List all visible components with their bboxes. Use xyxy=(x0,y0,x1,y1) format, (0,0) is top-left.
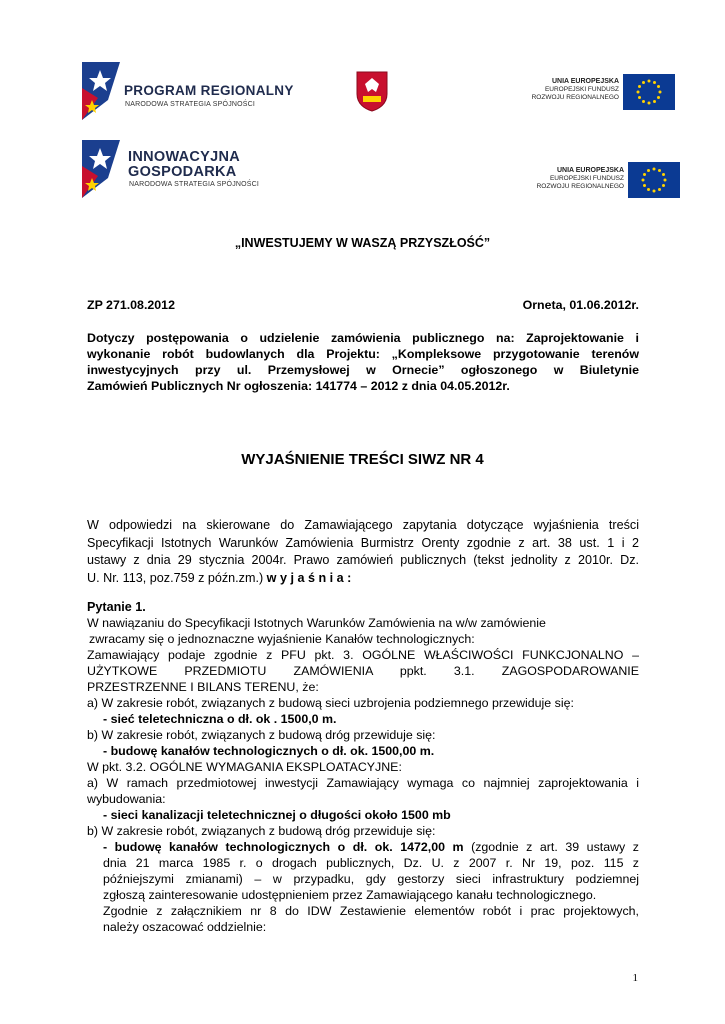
reference-number: ZP 271.08.2012 xyxy=(87,298,175,312)
subject-line: Dotyczy postępowania o udzielenie zamówienia publicznego na: Zaprojektowanie i xyxy=(87,331,639,345)
subject-line: wykonanie robót budowlanych dla Projektu: „Kompleksowe przygotowanie terenów xyxy=(87,347,639,361)
question-line: należy oszacować oddzielnie: xyxy=(103,920,267,934)
eu2-line3: ROZWOJU REGIONALNEGO xyxy=(536,183,624,190)
program-regionalny-logo xyxy=(78,60,308,122)
star-flag-logo-icon xyxy=(78,60,122,122)
place-date: Orneta, 01.06.2012r. xyxy=(522,298,639,312)
question-line: b) W zakresie robót, związanych z budową dróg przewiduje się: xyxy=(87,824,436,838)
eu1-line2: EUROPEJSKI FUNDUSZ xyxy=(544,86,619,93)
intro-paragraph xyxy=(87,517,639,587)
document-title: WYJAŚNIENIE TREŚCI SIWZ NR 4 xyxy=(241,451,484,468)
intro-line-4: U. Nr. 113, poz.759 z późn.zm.) xyxy=(87,570,264,585)
eu2-line2: EUROPEJSKI FUNDUSZ xyxy=(549,175,624,182)
question-line: - sieć teletechniczna o dł. ok . 1500,0 m. xyxy=(103,712,337,726)
subject-block xyxy=(87,330,639,394)
intro-line: ustawy z dnia 29 stycznia 2004r. Prawo zamówień publicznych (tekst jednolity z 2010r. Dz. xyxy=(87,553,639,567)
eu2-text xyxy=(537,167,624,191)
question-line: UŻYTKOWE PRZEDMIOTU ZAMÓWIENIA ppkt. 3.1. ZAGOSPODAROWANIE xyxy=(87,664,639,678)
coat-of-arms-icon xyxy=(355,70,389,112)
question-line: a) W ramach przedmiotowej inwestycji Zamawiający wymaga co najmniej zaprojektowania i xyxy=(87,776,639,790)
question-line: dnia 21 marca 1985 r. o drogach publicznych, Dz. U. z 2007 r. Nr 19, poz. 115 z xyxy=(103,856,639,870)
question-line: późniejszymi zmianami) – w przypadku, gdy gestorzy sieci infrastruktury podziemnej xyxy=(103,872,639,886)
motto: „INWESTUJEMY W WASZĄ PRZYSZŁOŚĆ” xyxy=(234,236,491,250)
logo2-title-line1: INNOWACYJNA xyxy=(128,149,241,165)
question-line: wybudowania: xyxy=(87,792,166,806)
eu2-line1: UNIA EUROPEJSKA xyxy=(556,167,624,174)
question-line: Zamawiający podaje zgodnie z PFU pkt. 3. OGÓLNE WŁAŚCIWOŚCI FUNKCJONALNO – xyxy=(87,648,639,662)
question-line: W pkt. 3.2. OGÓLNE WYMAGANIA EKSPLOATACYJNE: xyxy=(87,760,402,774)
eu1-line3: ROZWOJU REGIONALNEGO xyxy=(531,94,619,101)
question-line-fragment: (zgodnie z art. 39 ustawy z xyxy=(471,840,639,854)
question-line: PRZESTRZENNE I BILANS TERENU, że: xyxy=(87,680,319,694)
question-line: zwracamy się o jednoznaczne wyjaśnienie Kanałów technologicznych: xyxy=(89,632,475,646)
logo1-title: PROGRAM REGIONALNY xyxy=(124,83,294,98)
question-line: zgłoszą zainteresowanie udostępnieniem przez Zamawiającego kanału technologicznego. xyxy=(103,888,597,902)
intro-line xyxy=(87,570,639,588)
question-line: - sieci kanalizacji teletechnicznej o długości około 1500 mb xyxy=(103,808,451,822)
logo2-subtitle: NARODOWA STRATEGIA SPÓJNOŚCI xyxy=(129,181,260,188)
question-bold-fragment: - budowę kanałów technologicznych o dł. ok. 1472,00 m xyxy=(103,840,464,854)
question-line: - budowę kanałów technologicznych o dł. ok. 1500,00 m. xyxy=(103,744,435,758)
eu-logo-top xyxy=(500,74,675,112)
subject-line: Zamówień Publicznych Nr ogłoszenia: 141774 – 2012 z dnia 04.05.2012r. xyxy=(87,379,510,393)
logo2-title-line2: GOSPODARKA xyxy=(128,164,237,180)
question-line: b) W zakresie robót, związanych z budową dróg przewiduje się: xyxy=(87,728,436,742)
question-line: Zgodnie z załącznikiem nr 8 do IDW Zestawienie elementów robót i prac projektowych, xyxy=(103,904,639,918)
star-flag-logo-icon xyxy=(78,138,122,200)
intro-line: Specyfikacji Istotnych Warunków Zamówienia Burmistrz Orenty zgodnie z art. 38 ust. 1 i 2 xyxy=(87,535,639,550)
eu-flag-icon xyxy=(628,162,680,198)
subject-line: inwestycyjnych przy ul. Przemysłowej w Ornecie” ogłoszonego w Biuletynie xyxy=(87,363,639,377)
question-body xyxy=(87,615,639,935)
innowacyjna-gospodarka-logo xyxy=(78,138,318,200)
intro-line: W odpowiedzi na skierowane do Zamawiającego zapytania dotyczące wyjaśnienia treści xyxy=(87,518,639,532)
eu-logo-bottom xyxy=(505,162,680,200)
question-label: Pytanie 1. xyxy=(87,600,146,614)
explains-word: w y j a ś n i a : xyxy=(266,570,352,585)
question-line xyxy=(87,839,639,855)
eu1-line1: UNIA EUROPEJSKA xyxy=(551,78,619,85)
question-line: W nawiązaniu do Specyfikacji Istotnych Warunków Zamówienia na w/w zamówienie xyxy=(87,616,546,630)
page-number: 1 xyxy=(632,972,638,984)
eu1-text xyxy=(532,78,619,102)
eu-flag-icon xyxy=(623,74,675,110)
logo1-subtitle: NARODOWA STRATEGIA SPÓJNOŚCI xyxy=(125,101,256,108)
question-line: a) W zakresie robót, związanych z budową sieci uzbrojenia podziemnego przewiduje się: xyxy=(87,696,574,710)
